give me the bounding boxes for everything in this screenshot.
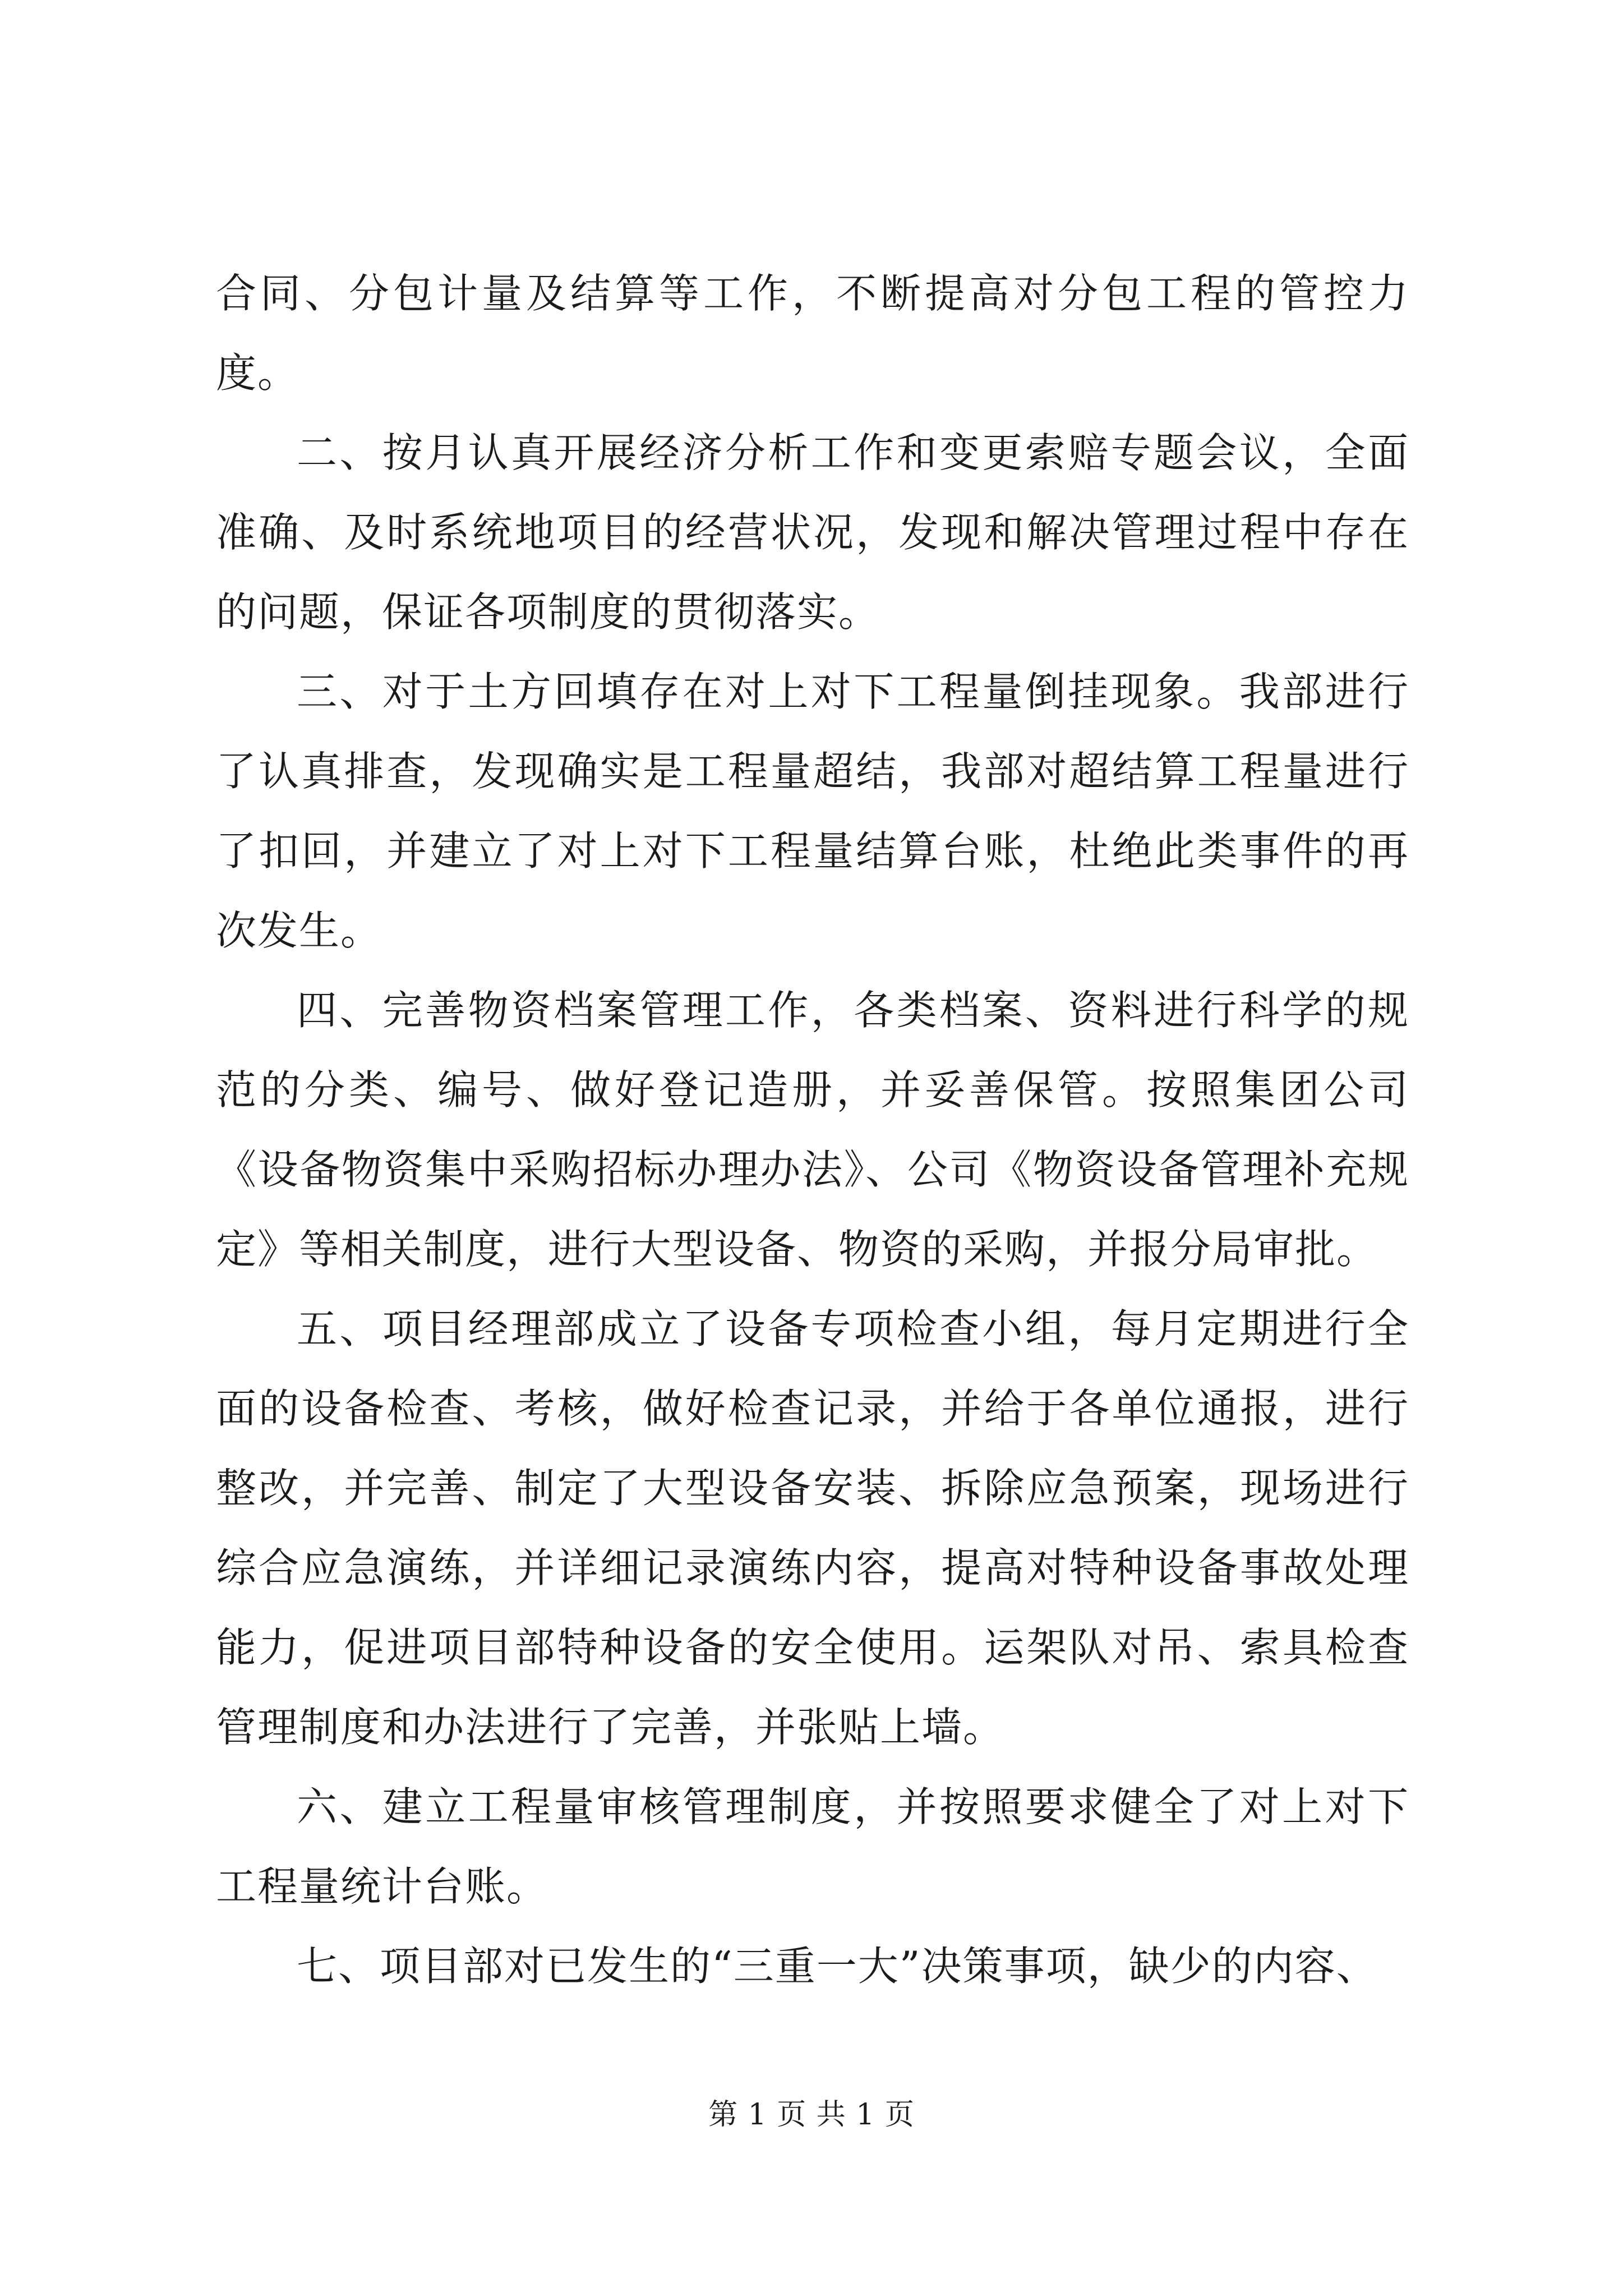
paragraph-continuation: 合同、分包计量及结算等工作，不断提高对分包工程的管控力度。 <box>216 270 1409 397</box>
paragraph-item-7: 七、项目部对已发生的“三重一大”决策事项，缺少的内容、 <box>297 1943 1378 1990</box>
paragraph-item-6: 六、建立工程量审核管理制度，并按照要求健全了对上对下工程量统计台账。 <box>216 1783 1409 1910</box>
paragraph-item-2: 二、按月认真开展经济分析工作和变更索赔专题会议，全面准确、及时系统地项目的经营状况，发现和解决管理过程中存在的问题，保证各项制度的贯彻落实。 <box>216 429 1409 636</box>
paragraph-item-5: 五、项目经理部成立了设备专项检查小组，每月定期进行全面的设备检查、考核，做好检查记录，并给于各单位通报，进行整改，并完善、制定了大型设备安装、拆除应急预案，现场进行综合应急演练，并详细记录演练内容，提高对特种设备事故处理能力，促进项目部特种设备的安全使用。运架队对吊、索具检查管理制度和办法进行了完善，并张贴上墙。 <box>216 1305 1409 1751</box>
page-footer: 第 1 页 共 1 页 <box>708 2098 915 2132</box>
paragraph-item-4: 四、完善物资档案管理工作，各类档案、资料进行科学的规范的分类、编号、做好登记造册，并妥善保管。按照集团公司《设备物资集中采购招标办理办法》、公司《物资设备管理补充规定》等相关制度，进行大型设备、物资的采购，并报分局审批。 <box>216 987 1409 1273</box>
document-body <box>216 254 1409 2006</box>
paragraph-item-3: 三、对于土方回填存在对上对下工程量倒挂现象。我部进行了认真排查，发现确实是工程量超结，我部对超结算工程量进行了扣回，并建立了对上对下工程量结算台账，杜绝此类事件的再次发生。 <box>216 668 1409 954</box>
